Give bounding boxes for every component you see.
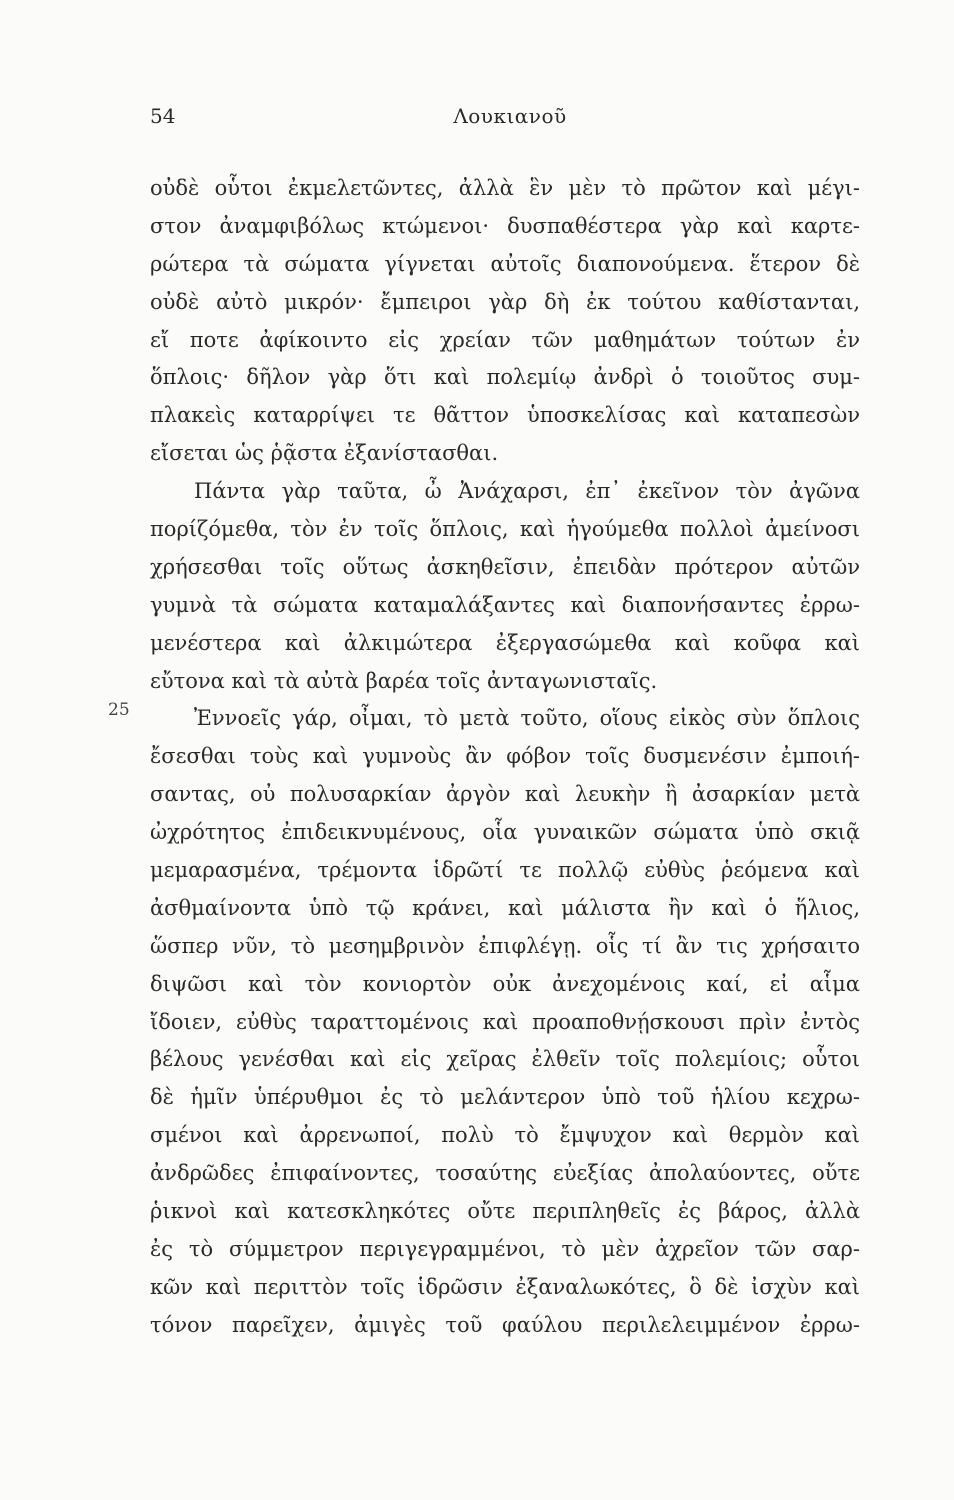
text-line: οὐδὲ οὗτοι ἐκμελετῶντες, ἀλλὰ ἓν μὲν τὸ πρῶτον καὶ μέγι- — [150, 176, 860, 200]
text-line: ἔσεσθαι τοὺς καὶ γυμνοὺς ἂν φόβον τοῖς δυσμενέσιν ἐμποιή- — [150, 744, 860, 769]
text-line: ἀνδρῶδες ἐπιφαίνοντες, τοσαύτης εὐεξίας ἀπολαύοντες, οὔτε — [150, 1161, 860, 1186]
text-line: ὅπλοις· δῆλον γὰρ ὅτι καὶ πολεμίῳ ἀνδρὶ ὁ τοιοῦτος συμ- — [150, 365, 860, 390]
running-title: Λουκιανοῦ — [453, 104, 567, 128]
text-line: χρήσεσθαι τοῖς οὕτως ἀσκηθεῖσιν, ἐπειδὰν πρότερον αὐτῶν — [150, 554, 860, 579]
text-line: πορίζόμεθα, τὸν ἐν τοῖς ὅπλοις, καὶ ἡγούμεθα πολλοὶ ἀμείνοσι — [150, 517, 860, 542]
text-line: ἴδοιεν, εὐθὺς ταραττομένοις καὶ προαποθνῄσκουσι πρὶν ἐντὸς — [150, 1009, 860, 1034]
text-line: οὐδὲ αὐτὸ μικρόν· ἔμπειροι γὰρ δὴ ἐκ τούτου καθίστανται, — [150, 289, 860, 314]
text-line: μεμαρασμένα, τρέμοντα ἱδρῶτί τε πολλῷ εὐθὺς ῥεόμενα καὶ — [150, 858, 860, 883]
text-line: βέλους γενέσθαι καὶ εἰς χεῖρας ἐλθεῖν τοῖς πολεμίοις; οὗτοι — [150, 1047, 860, 1072]
page-header — [150, 104, 870, 134]
text-line: εὔτονα καὶ τὰ αὐτὰ βαρέα τοῖς ἀνταγωνισταῖς. — [150, 668, 658, 693]
section-number: 25 — [108, 700, 130, 721]
text-line: σμένοι καὶ ἀρρενωποί, πολὺ τὸ ἔμψυχον καὶ θερμὸν καὶ — [150, 1123, 860, 1148]
text-line: τόνον παρεῖχεν, ἀμιγὲς τοῦ φαύλου περιλελειμμένον ἐρρω- — [150, 1312, 860, 1337]
text-line: δὲ ἡμῖν ὑπέρυθμοι ἐς τὸ μελάντερον ὑπὸ τοῦ ἡλίου κεχρω- — [150, 1085, 860, 1110]
text-line: ἐς τὸ σύμμετρον περιγεγραμμένοι, τὸ μὲν ἀχρεῖον τῶν σαρ- — [150, 1236, 860, 1261]
text-line: κῶν καὶ περιττὸν τοῖς ἱδρῶσιν ἐξαναλωκότες, ὃ δὲ ἰσχὺν καὶ — [150, 1274, 860, 1299]
text-line: γυμνὰ τὰ σώματα καταμαλάξαντες καὶ διαπονήσαντες ἐρρω- — [150, 592, 860, 617]
text-line: στον ἀναμφιβόλως κτώμενοι· δυσπαθέστερα γὰρ καὶ καρτε- — [150, 213, 860, 238]
text-line: πλακεὶς καταρρίψει τε θᾶττον ὑποσκελίσας καὶ καταπεσὼν — [150, 403, 860, 428]
text-line: διψῶσι καὶ τὸν κονιορτὸν οὐκ ἀνεχομένοις καί, εἰ αἷμα — [150, 971, 860, 996]
text-line: εἴσεται ὡς ῥᾷστα ἐξανίστασθαι. — [150, 441, 499, 466]
text-line: εἴ ποτε ἀφίκοιντο εἰς χρείαν τῶν μαθημάτων τούτων ἐν — [150, 327, 860, 352]
text-line: μενέστερα καὶ ἀλκιμώτερα ἐξεργασώμεθα καὶ κοῦφα καὶ — [150, 630, 860, 655]
text-line: ὠχρότητος ἐπιδεικνυμένους, οἷα γυναικῶν σώματα ὑπὸ σκιᾷ — [150, 820, 860, 845]
text-line: ὥσπερ νῦν, τὸ μεσημβρινὸν ἐπιφλέγῃ. οἷς τί ἂν τις χρήσαιτο — [150, 933, 860, 958]
text-line: ρώτερα τὰ σώματα γίγνεται αὐτοῖς διαπονούμενα. ἕτερον δὲ — [150, 251, 860, 276]
text-line: σαντας, οὐ πολυσαρκίαν ἀργὸν καὶ λευκὴν ἢ ἀσαρκίαν μετὰ — [150, 782, 860, 807]
paragraph-start-line: Πάντα γὰρ ταῦτα, ὦ Ἀνάχαρσι, ἐπ᾽ ἐκεῖνον τὸν ἀγῶνα — [194, 479, 860, 504]
body-text — [108, 170, 860, 1345]
text-line: ἀσθμαίνοντα ὑπὸ τῷ κράνει, καὶ μάλιστα ἢν καὶ ὁ ἥλιος, — [150, 895, 860, 920]
paragraph-start-line: Ἐννοεῖς γάρ, οἶμαι, τὸ μετὰ τοῦτο, οἵους εἰκὸς σὺν ὅπλοις — [194, 706, 860, 731]
page-number: 54 — [150, 104, 176, 128]
text-line: ῥικνοὶ καὶ κατεσκληκότες οὔτε περιπληθεῖς ἐς βάρος, ἀλλὰ — [150, 1199, 860, 1224]
